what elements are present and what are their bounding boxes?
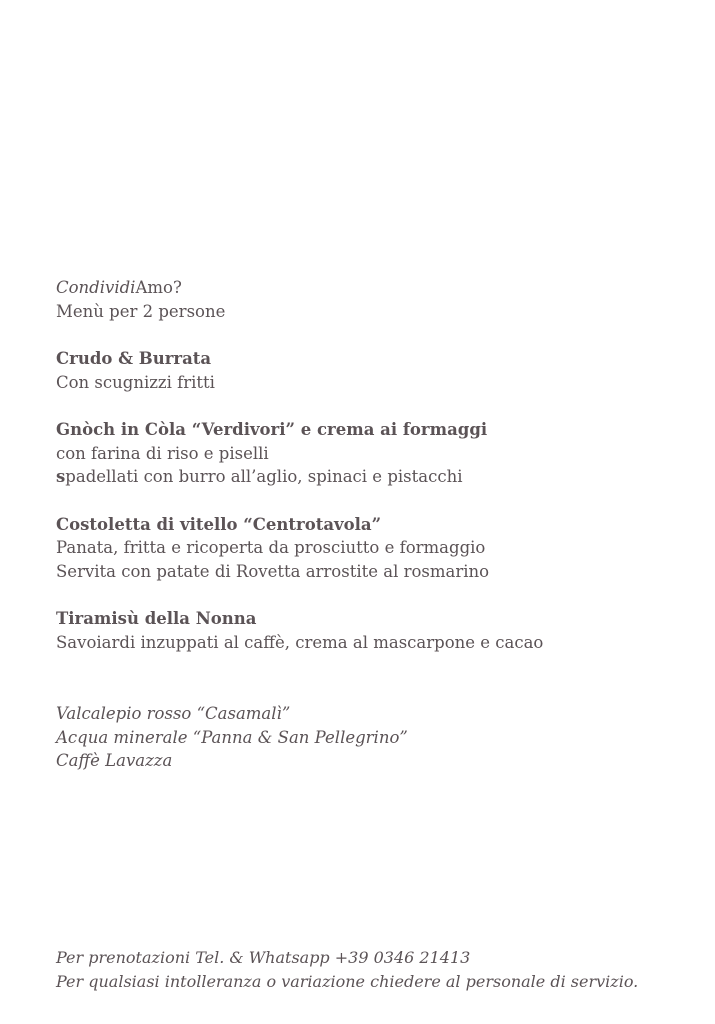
course-description: Panata, fritta e ricoperta da prosciutto e formaggio [56, 538, 486, 557]
menu-title-rest: Amo? [135, 278, 182, 297]
footer [56, 946, 706, 993]
course-name: Crudo & Burrata [56, 349, 212, 368]
course-description [56, 465, 696, 489]
course-name: Costoletta di vitello “Centrotavola” [56, 514, 382, 534]
menu-subtitle: Menù per 2 persone [56, 301, 226, 321]
course-name: Tiramisù della Nonna [56, 609, 257, 628]
menu-title [56, 276, 696, 300]
menu-content [56, 276, 696, 773]
allergy-notice: Per qualsiasi intolleranza o variazione chiedere al personale di servizio. [56, 971, 639, 991]
course-3 [56, 513, 696, 584]
course-1 [56, 347, 696, 394]
course-4 [56, 607, 696, 654]
booking-info: Per prenotazioni Tel. & Whatsapp +39 0346 21413 [56, 948, 471, 967]
drinks-list [56, 702, 696, 773]
course-description-rest: padellati con burro all’aglio, spinaci e pistacchi [65, 467, 463, 486]
course-description: con farina di riso e piselli [56, 443, 269, 463]
drink-item: Caffè Lavazza [56, 751, 173, 770]
course-description: Con scugnizzi fritti [56, 372, 215, 392]
course-description: Servita con patate di Rovetta arrostite al rosmarino [56, 561, 490, 581]
course-2 [56, 418, 696, 489]
drink-item: Valcalepio rosso “Casamalì” [56, 704, 291, 723]
course-description: Savoiardi inzuppati al caffè, crema al mascarpone e cacao [56, 632, 544, 652]
course-name: Gnòch in Còla “Verdivori” e crema ai formaggi [56, 420, 488, 439]
menu-title-italic: Condividi [56, 278, 136, 297]
course-description-initial: s [56, 467, 66, 486]
drink-item: Acqua minerale “Panna & San Pellegrino” [56, 727, 408, 747]
